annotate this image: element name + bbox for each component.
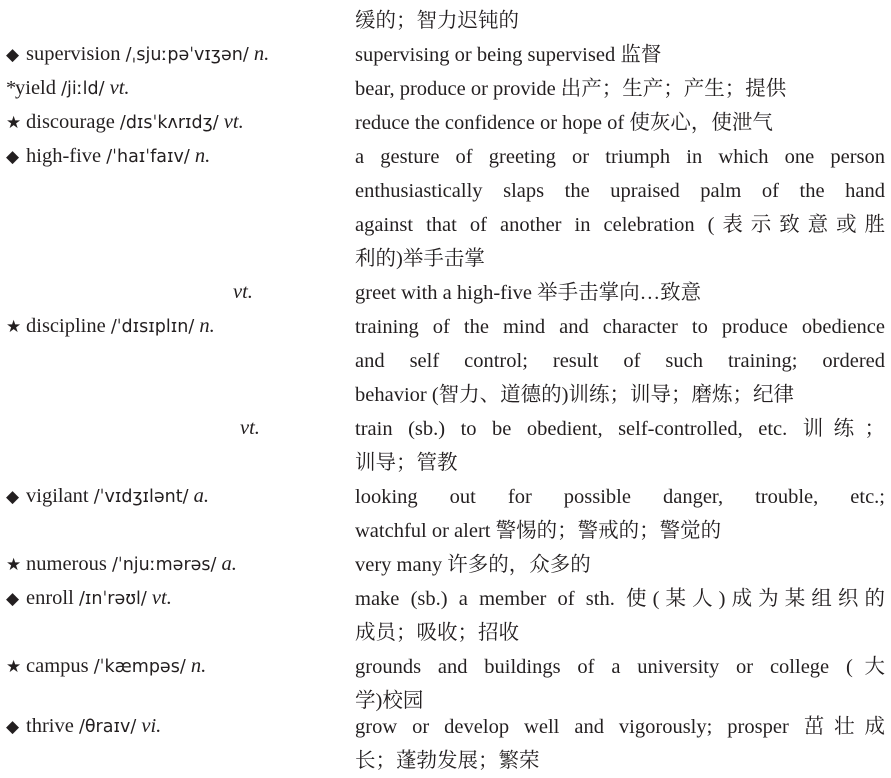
definition-line: reduce the confidence or hope of 使灰心，使泄气 [355,112,773,134]
headword-text: enroll [26,587,74,609]
definition-line: very many 许多的，众多的 [355,554,591,576]
definition [355,480,885,548]
definition [355,582,885,650]
definition-line: 缓的；智力迟钝的 [355,8,519,32]
headword-text: supervision [26,43,121,65]
phonetic: /ˈdɪsɪplɪn/ [110,317,195,337]
star-marker: ★ [6,113,22,133]
definition-line: training of the mind and character to produce obedience [355,316,885,338]
phonetic: /ˈkæmpəs/ [93,657,186,677]
definition-line: a gesture of greeting or triumph in which one person [355,146,885,168]
definition-line: 利的)举手击掌 [355,248,485,270]
headword-text: campus [26,655,89,677]
part-of-speech: a. [193,485,210,507]
phonetic: /jiːld/ [61,79,105,99]
headword-text: discourage [26,111,115,133]
diamond-marker: ◆ [6,589,20,609]
definition-line: looking out for possible danger, trouble, etc.; [355,486,885,508]
diamond-marker: ◆ [6,45,20,65]
part-of-speech: n. [194,145,211,167]
definition-line: watchful or alert 警惕的；警戒的；警觉的 [355,520,722,542]
headword [6,310,215,343]
headword-text: numerous [26,553,107,575]
definition [355,140,885,276]
part-of-speech: vi. [141,715,162,737]
phonetic: /ɪnˈrəʊl/ [78,589,147,609]
headword-text: discipline [26,315,106,337]
definition-line: 长；蓬勃发展；繁荣 [355,750,540,772]
definition [355,412,885,480]
definition-line: supervising or being supervised 监督 [355,44,662,66]
phonetic: /ˈhaɪˈfaɪv/ [106,147,190,167]
headword [6,106,244,139]
part-of-speech: vt. [240,417,260,439]
definition-line: make (sb.) a member of sth. 使(某人)成为某组织的 [355,588,885,610]
definition [355,276,885,310]
definition-line: 训导；管教 [355,452,458,474]
star-marker: ★ [6,555,22,575]
definition-line: train (sb.) to be obedient, self-controlled, etc. 训练； [355,418,885,440]
headword [6,140,210,173]
headword [6,710,161,743]
phonetic: /dɪsˈkʌrɪdʒ/ [119,113,219,133]
definition [355,106,885,140]
headword [6,650,206,683]
definition-line: greet with a high-five 举手击掌向…致意 [355,282,702,304]
phonetic: /ˈvɪdʒɪlənt/ [93,487,189,507]
asterisk-marker: * [6,77,17,99]
definition [355,38,885,72]
definition-line: grounds and buildings of a university or college (大 [355,656,885,678]
definition-line: against that of another in celebration (表示致意或胜 [355,214,885,236]
headword [6,480,209,513]
part-of-speech: n. [253,43,270,65]
part-of-speech: n. [190,655,207,677]
phonetic: /ˌsjuːpəˈvɪʒən/ [125,45,249,65]
definition-line: 成员；吸收；招收 [355,622,519,644]
headword [6,582,172,615]
definition-line: 学)校园 [355,690,424,712]
headword-text: high-five [26,145,102,167]
definition [355,3,885,37]
diamond-marker: ◆ [6,147,20,167]
part-of-speech: vt. [233,281,253,303]
diamond-marker: ◆ [6,487,20,507]
definition [355,548,885,582]
headword [6,72,130,105]
definition-line: grow or develop well and vigorously; prosper 茁壮成 [355,716,885,738]
headword-text: vigilant [26,485,89,507]
definition [355,72,885,106]
headword-text: yield [15,77,56,99]
part-of-speech: a. [221,553,237,575]
definition [355,650,885,718]
definition-line: behavior (智力、道德的)训练；训导；磨炼；纪律 [355,384,794,406]
definition [355,710,885,778]
headword [6,548,237,581]
phonetic: /θraɪv/ [78,717,137,737]
diamond-marker: ◆ [6,717,20,737]
definition-line: and self control; result of such training; ordered [355,350,885,372]
headword [6,38,269,71]
definition [355,310,885,412]
part-of-speech: vt. [223,111,244,133]
part-of-speech: n. [199,315,215,337]
star-marker: ★ [6,317,22,337]
definition-line: enthusiastically slaps the upraised palm of the hand [355,180,885,202]
part-of-speech: vt. [109,77,130,99]
star-marker: ★ [6,657,22,677]
phonetic: /ˈnjuːmərəs/ [111,555,217,575]
part-of-speech: vt. [151,587,172,609]
headword-text: thrive [26,715,74,737]
definition-line: bear, produce or provide 出产；生产；产生；提供 [355,78,787,100]
